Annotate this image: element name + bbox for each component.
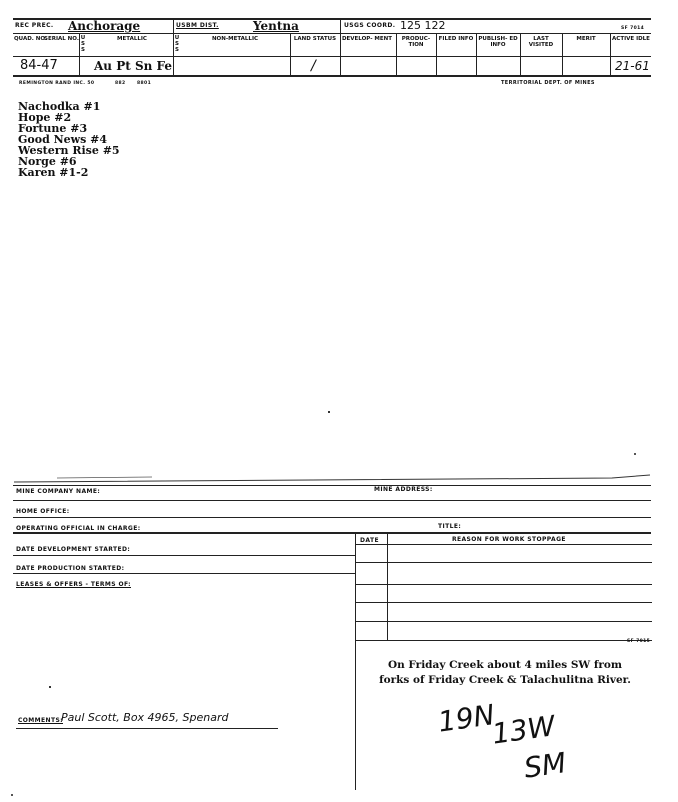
land-status-value: / [311, 58, 316, 74]
mine-address-label: MINE ADDRESS: [374, 486, 433, 493]
code-a: 882 [115, 81, 126, 86]
rec-prec-label: REC PREC. [15, 22, 54, 29]
claims-list [18, 101, 120, 178]
date-col-header: DATE [360, 537, 379, 544]
col-uss-nonmetallic: U S S [174, 35, 180, 53]
title-label: TITLE: [438, 523, 462, 530]
claim-item: Nachodka #1 [18, 100, 101, 113]
col-uss-metallic: U S S [80, 35, 86, 53]
location-description [357, 658, 653, 688]
code-b: 8801 [137, 81, 152, 86]
range-value: 13W [490, 709, 558, 751]
township-value: 19N [436, 698, 497, 739]
col-land-status: LAND STATUS [293, 36, 337, 42]
usgs-coord-value: 125 122 [400, 19, 446, 32]
col-metallic: METALLIC [117, 36, 147, 42]
col-published-info: PUBLISH- ED INFO [478, 36, 518, 48]
comments-label: COMMENTS: [18, 717, 63, 724]
territorial-dept: TERRITORIAL DEPT. OF MINES [501, 80, 595, 86]
operating-official-label: OPERATING OFFICIAL IN CHARGE: [16, 525, 141, 532]
printer-imprint: REMINGTON RAND INC. 50 [19, 81, 95, 86]
location-line-2: forks of Friday Creek & Talachulitna River. [379, 674, 631, 686]
form-code-bottom: SF 7015 [627, 639, 651, 644]
leases-label: LEASES & OFFERS - TERMS OF: [16, 581, 131, 588]
scan-speck [11, 794, 13, 796]
comments-value: Paul Scott, Box 4965, Spenard [61, 711, 229, 724]
col-quad-no: QUAD. NO. [14, 36, 48, 42]
col-last-visited: LAST VISITED [528, 36, 554, 48]
quad-serial-value: 84-47 [20, 58, 58, 73]
claim-item: Norge #6 [18, 155, 77, 168]
col-filed-info: FILED INFO [438, 36, 474, 42]
active-idle-value: 21-61 [615, 59, 650, 73]
date-production-label: DATE PRODUCTION STARTED: [16, 565, 125, 572]
usbm-dist-value: Yentna [253, 19, 299, 33]
col-serial-no: SERIAL NO. [44, 36, 79, 42]
col-production: PRODUC- TION [401, 36, 431, 48]
usbm-dist-label: USBM DIST. [176, 22, 219, 29]
col-non-metallic: NON-METALLIC [211, 36, 259, 42]
claim-item: Good News #4 [18, 133, 108, 146]
scan-speck [634, 453, 636, 455]
col-development: DEVELOP- MENT [341, 36, 393, 42]
date-development-label: DATE DEVELOPMENT STARTED: [16, 546, 131, 553]
claim-item: Hope #2 [18, 111, 72, 124]
usgs-coord-label: USGS COORD. [344, 22, 396, 29]
meridian-value: SM [522, 746, 569, 785]
location-line-1: On Friday Creek about 4 miles SW from [387, 659, 623, 671]
claim-item: Fortune #3 [18, 122, 88, 135]
scan-speck [328, 411, 330, 413]
metallic-value: Au Pt Sn Fe [94, 59, 173, 73]
rec-prec-value: Anchorage [68, 19, 141, 33]
claim-item: Karen #1-2 [18, 166, 89, 179]
col-active-idle: ACTIVE IDLE [612, 36, 650, 42]
claim-item: Western Rise #5 [18, 144, 120, 157]
col-merit: MERIT [576, 36, 596, 42]
torn-edge [12, 466, 652, 486]
home-office-label: HOME OFFICE: [16, 508, 70, 515]
reason-col-header: REASON FOR WORK STOPPAGE [452, 536, 566, 543]
form-code-top: SF 7014 [621, 26, 645, 31]
scan-speck [49, 686, 51, 688]
mine-company-name-label: MINE COMPANY NAME: [16, 488, 101, 495]
